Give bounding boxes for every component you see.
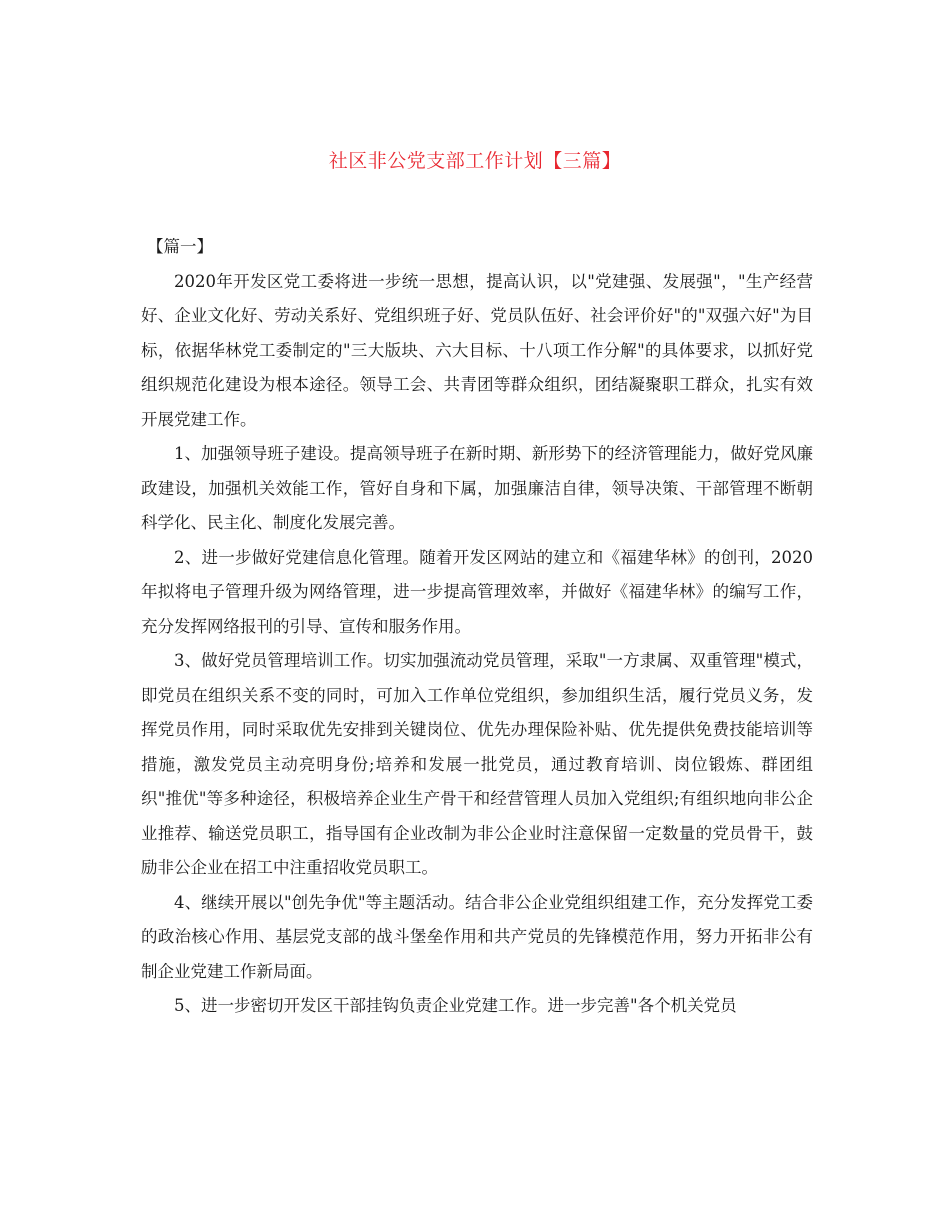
document-body xyxy=(141,230,813,1024)
section-heading: 【篇一】 xyxy=(147,237,213,256)
item-3-paragraph: 3、做好党员管理培训工作。切实加强流动党员管理，采取"一方隶属、双重管理"模式，即党员在组织关系不变的同时，可加入工作单位党组织，参加组织生活，履行党员义务，发挥党员作用，同时采取优先安排到关键岗位、优先办理保险补贴、优先提供免费技能培训等措施，激发党员主动亮明身份;培养和发展一批党员，通过教育培训、岗位锻炼、群团组织"推优"等多种途径，积极培养企业生产骨干和经营管理人员加入党组织;有组织地向非公企业推荐、输送党员职工，指导国有企业改制为非公企业时注意保留一定数量的党员骨干，鼓励非公企业在招工中注重招收党员职工。 xyxy=(141,651,813,877)
item-2-paragraph: 2、进一步做好党建信息化管理。随着开发区网站的建立和《福建华林》的创刊，2020年拟将电子管理升级为网络管理，进一步提高管理效率，并做好《福建华林》的编写工作，充分发挥网络报刊的引导、宣传和服务作用。 xyxy=(141,547,813,636)
item-4-paragraph: 4、继续开展以"创先争优"等主题活动。结合非公企业党组织组建工作，充分发挥党工委的政治核心作用、基层党支部的战斗堡垒作用和共产党员的先锋模范作用，努力开拓非公有制企业党建工作新局面。 xyxy=(141,892,813,981)
document-title: 社区非公党支部工作计划【三篇】 xyxy=(328,150,622,172)
item-5-paragraph: 5、进一步密切开发区干部挂钩负责企业党建工作。进一步完善"各个机关党员 xyxy=(174,996,737,1015)
item-1-paragraph: 1、加强领导班子建设。提高领导班子在新时期、新形势下的经济管理能力，做好党风廉政建设，加强机关效能工作，管好自身和下属，加强廉洁自律，领导决策、干部管理不断朝科学化、民主化、制度化发展完善。 xyxy=(141,444,813,532)
intro-paragraph: 2020年开发区党工委将进一步统一思想，提高认识，以"党建强、发展强"，"生产经营好、企业文化好、劳动关系好、党组织班子好、党员队伍好、社会评价好"的"双强六好"为目标，依据华林党工委制定的"三大版块、六大目标、十八项工作分解"的具体要求，以抓好党组织规范化建设为根本途径。领导工会、共青团等群众组织，团结凝聚职工群众，扎实有效开展党建工作。 xyxy=(141,271,813,429)
